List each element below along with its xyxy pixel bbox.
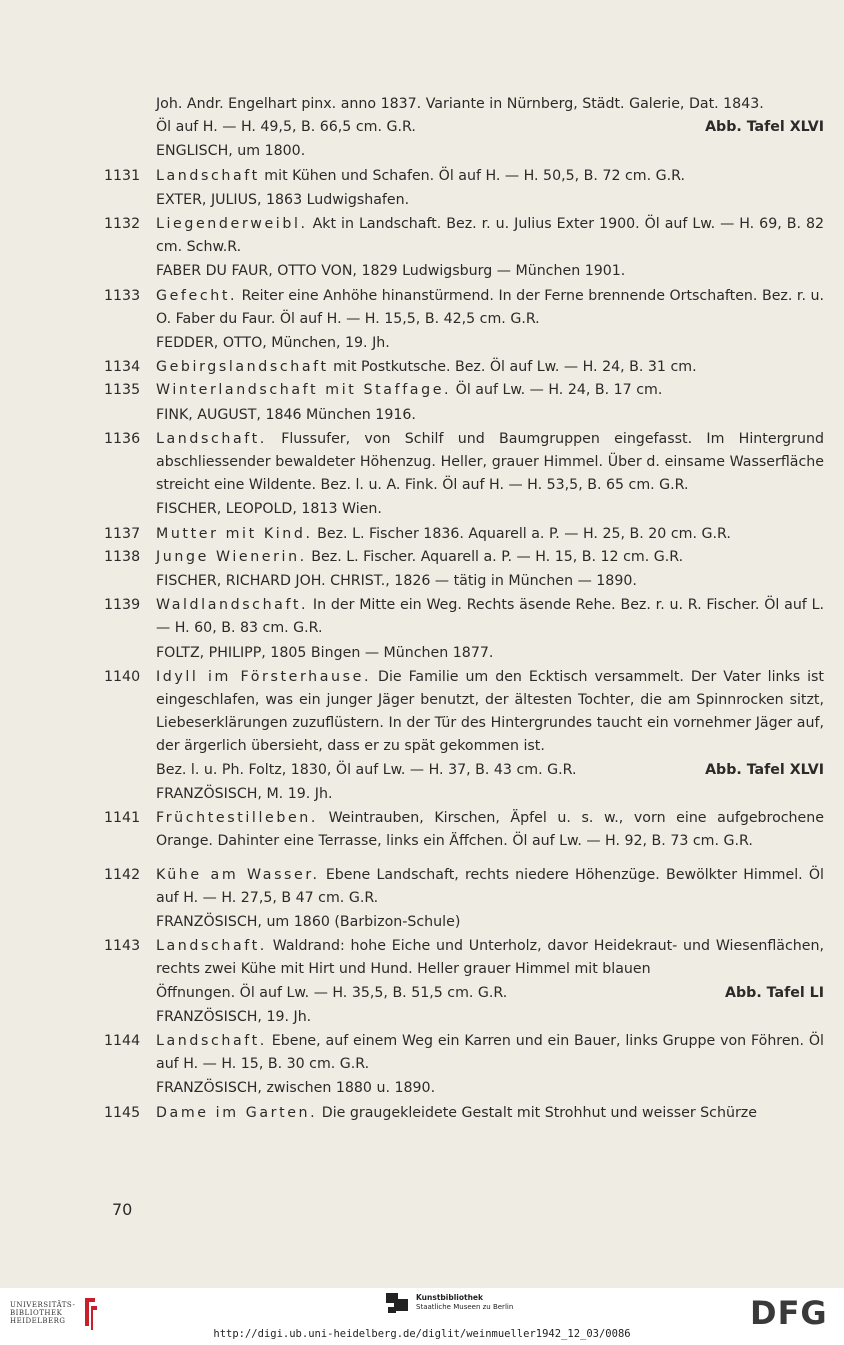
lot-number: 1134	[104, 359, 141, 376]
lot-last-line	[104, 759, 824, 782]
ub-heidelberg-logo[interactable]	[10, 1296, 110, 1330]
lot-number: 1135	[104, 382, 141, 399]
lot-description: Öffnungen. Öl auf Lw. — H. 35,5, B. 51,5 cm. G.R.	[156, 984, 508, 1001]
lot-description: Bez. L. Fischer 1836. Aquarell a. P. — H. 25, B. 20 cm. G.R.	[312, 525, 731, 542]
artist-heading: FRANZÖSISCH, um 1860 (Barbizon-Schule)	[156, 913, 461, 930]
plate-reference: Abb. Tafel LI	[725, 984, 824, 1001]
lot-description: Weintrauben, Kirschen, Äpfel u. s. w., vorn eine aufgebrochene Orange. Dahinter eine Terrasse, links ein Äffchen. Öl auf Lw. — H. 92, B. 73 cm. G.R.	[156, 810, 824, 850]
lot-entry	[104, 864, 824, 910]
lot-last-line	[104, 982, 824, 1005]
lot-body	[156, 807, 824, 853]
lot-entry	[104, 807, 824, 853]
lot-number: 1132	[104, 216, 141, 233]
ub-line: UNIVERSITÄTS-	[10, 1301, 76, 1309]
lot-title: Kühe am Wasser.	[156, 866, 320, 883]
lot-body	[156, 428, 824, 498]
artist-heading: FRANZÖSISCH, M. 19. Jh.	[156, 785, 333, 802]
lot-body	[156, 1030, 824, 1076]
lot-body	[156, 666, 824, 759]
lot-title: Gebirgslandschaft	[156, 359, 329, 376]
lot-description: Ebene, auf einem Weg ein Karren und ein Bauer, links Gruppe von Föhren. Öl auf H. — H. 15, B. 30 cm. G.R.	[156, 1032, 824, 1073]
lot-number: 1145	[104, 1104, 141, 1121]
permalink-url[interactable]: http://digi.ub.uni-heidelberg.de/diglit/weinmueller1942_12_03/0086	[213, 1328, 631, 1340]
lot-description: Die Familie um den Ecktisch versammelt. Der Vater links ist eingeschlafen, was ein junger Jäger benutzt, der ältesten Tochter, die am Spinnrocken sitzt, Liebeserklärungen zuzuflüstern. In der Tür des Hintergrundes taucht ein vornehmer Jäger auf, der ärgerlich übersieht, dass er zu spät gekommen ist.	[156, 668, 824, 755]
lot-number: 1139	[104, 597, 141, 614]
lot-title: Dame im Garten.	[156, 1104, 318, 1121]
artist-heading: FINK, AUGUST, 1846 München 1916.	[156, 406, 416, 423]
lot-title: Landschaft.	[156, 1032, 267, 1049]
kb-title: Kunstbibliothek	[416, 1293, 484, 1302]
lot-entry	[104, 666, 824, 759]
lot-entry	[104, 356, 824, 379]
lot-description: Öl auf Lw. — H. 24, B. 17 cm.	[451, 382, 663, 399]
lot-title: Landschaft.	[156, 430, 267, 447]
artist-heading: FRANZÖSISCH, zwischen 1880 u. 1890.	[156, 1080, 436, 1097]
lot-entry	[104, 1030, 824, 1076]
intro-text: Öl auf H. — H. 49,5, B. 66,5 cm. G.R.	[156, 119, 416, 136]
catalog-text	[104, 93, 824, 1125]
lot-title: Winterlandschaft mit Staffage.	[156, 382, 452, 399]
lot-number: 1142	[104, 866, 141, 883]
lot-number: 1141	[104, 810, 141, 827]
lot-number: 1143	[104, 938, 141, 955]
lot-title: Junge Wienerin.	[156, 548, 307, 565]
lot-entry	[104, 379, 824, 402]
spacer	[104, 854, 824, 864]
lot-body	[156, 356, 824, 379]
lot-title: Mutter mit Kind.	[156, 525, 313, 542]
lot-title: Waldlandschaft.	[156, 597, 309, 614]
artist-heading: FEDDER, OTTO, München, 19. Jh.	[156, 335, 390, 352]
plate-reference: Abb. Tafel XLVI	[705, 119, 824, 136]
lot-entry	[104, 213, 824, 259]
lot-description: mit Postkutsche. Bez. Öl auf Lw. — H. 24, B. 31 cm.	[328, 359, 697, 376]
ub-line: BIBLIOTHEK	[10, 1309, 63, 1317]
lot-body	[156, 864, 824, 910]
lot-body	[156, 285, 824, 331]
lot-number: 1140	[104, 668, 141, 685]
lot-body	[156, 523, 824, 546]
lot-body	[156, 546, 824, 569]
lot-title: Früchtestilleben.	[156, 810, 318, 827]
lot-body	[156, 1102, 824, 1125]
intro-line	[104, 93, 824, 116]
lot-description: Die graugekleidete Gestalt mit Strohhut und weisser Schürze	[317, 1104, 757, 1121]
lot-body	[156, 165, 824, 188]
lot-body	[156, 213, 824, 259]
ub-line: HEIDELBERG	[10, 1317, 66, 1325]
kunstbibliothek-wordmark	[416, 1293, 513, 1312]
lot-body	[156, 379, 824, 402]
artist-heading: FISCHER, LEOPOLD, 1813 Wien.	[156, 501, 382, 518]
kunstbibliothek-emblem-icon	[386, 1293, 412, 1315]
lot-description: In der Mitte ein Weg. Rechts äsende Rehe. Bez. r. u. R. Fischer. Öl auf L. — H. 60, B. 83 cm. G.R.	[156, 597, 824, 637]
lot-body	[156, 594, 824, 640]
plate-reference: Abb. Tafel XLVI	[705, 761, 824, 778]
lot-title: Landschaft	[156, 167, 260, 184]
lot-number: 1138	[104, 548, 141, 565]
artist-heading: FABER DU FAUR, OTTO VON, 1829 Ludwigsburg — München 1901.	[156, 263, 626, 280]
lot-entry	[104, 1102, 824, 1125]
ub-heidelberg-wordmark	[10, 1301, 75, 1325]
dfg-logo[interactable]: DFG	[750, 1294, 828, 1332]
lot-body	[156, 935, 824, 981]
lot-number: 1131	[104, 167, 141, 184]
lot-entry	[104, 546, 824, 569]
lot-number: 1136	[104, 430, 141, 447]
lot-description: Bez. L. Fischer. Aquarell a. P. — H. 15, B. 12 cm. G.R.	[306, 548, 684, 565]
lot-title: Gefecht.	[156, 287, 238, 304]
lot-description: Ebene Landschaft, rechts niedere Höhenzüge. Bewölkter Himmel. Öl auf H. — H. 27,5, B 47 cm. G.R.	[156, 866, 824, 906]
intro-line	[104, 116, 824, 139]
page-number: 70	[112, 1200, 133, 1219]
intro-text: Joh. Andr. Engelhart pinx. anno 1837. Variante in Nürnberg, Städt. Galerie, Dat. 1843.	[156, 96, 764, 112]
artist-heading: FISCHER, RICHARD JOH. CHRIST., 1826 — tätig in München — 1890.	[156, 573, 637, 590]
artist-heading: ENGLISCH, um 1800.	[156, 143, 306, 160]
artist-heading: FOLTZ, PHILIPP, 1805 Bingen — München 1877.	[156, 644, 494, 661]
lot-number: 1133	[104, 287, 141, 304]
lot-description: Flussufer, von Schilf und Baumgruppen eingefasst. Im Hintergrund abschliessender bewaldeter Höhenzug. Heller, grauer Himmel. Über d. einsame Wasserfläche streicht eine Wildente. Bez. l. u. A. Fink. Öl auf H. — H. 53,5, B. 65 cm. G.R.	[156, 430, 824, 494]
lot-number: 1137	[104, 525, 141, 542]
lot-entry	[104, 165, 824, 188]
lot-entry	[104, 594, 824, 640]
lot-title: Landschaft.	[156, 938, 267, 955]
artist-heading: FRANZÖSISCH, 19. Jh.	[156, 1008, 312, 1025]
entries-list	[104, 140, 824, 640]
lot-entry	[104, 428, 824, 498]
ub-emblem-icon	[81, 1296, 101, 1330]
kunstbibliothek-logo[interactable]	[386, 1293, 513, 1315]
lot-description: Waldrand: hohe Eiche und Unterholz, davor Heidekraut- und Wiesenflächen, rechts zwei Kühe mit Hirt und Hund. Heller grauer Himmel mit blauen	[156, 938, 824, 978]
lot-description: Akt in Landschaft. Bez. r. u. Julius Exter 1900. Öl auf Lw. — H. 69, B. 82 cm. Schw.R.	[156, 216, 824, 256]
lot-number: 1144	[104, 1032, 141, 1049]
lot-title: Liegenderweibl.	[156, 216, 308, 233]
lot-entry	[104, 523, 824, 546]
lot-entry	[104, 935, 824, 981]
viewer-footer	[0, 1288, 844, 1345]
lot-description: mit Kühen und Schafen. Öl auf H. — H. 50,5, B. 72 cm. G.R.	[259, 167, 685, 184]
lot-description: Reiter eine Anhöhe hinanstürmend. In der Ferne brennende Ortschaften. Bez. r. u. O. Faber du Faur. Öl auf H. — H. 15,5, B. 42,5 cm. G.R.	[156, 287, 824, 327]
kb-subtitle: Staatliche Museen zu Berlin	[416, 1303, 514, 1311]
lot-entry	[104, 285, 824, 331]
artist-heading: EXTER, JULIUS, 1863 Ludwigshafen.	[156, 191, 410, 208]
lot-title: Idyll im Försterhause.	[156, 668, 372, 685]
lot-description: Bez. l. u. Ph. Foltz, 1830, Öl auf Lw. — H. 37, B. 43 cm. G.R.	[156, 761, 577, 778]
